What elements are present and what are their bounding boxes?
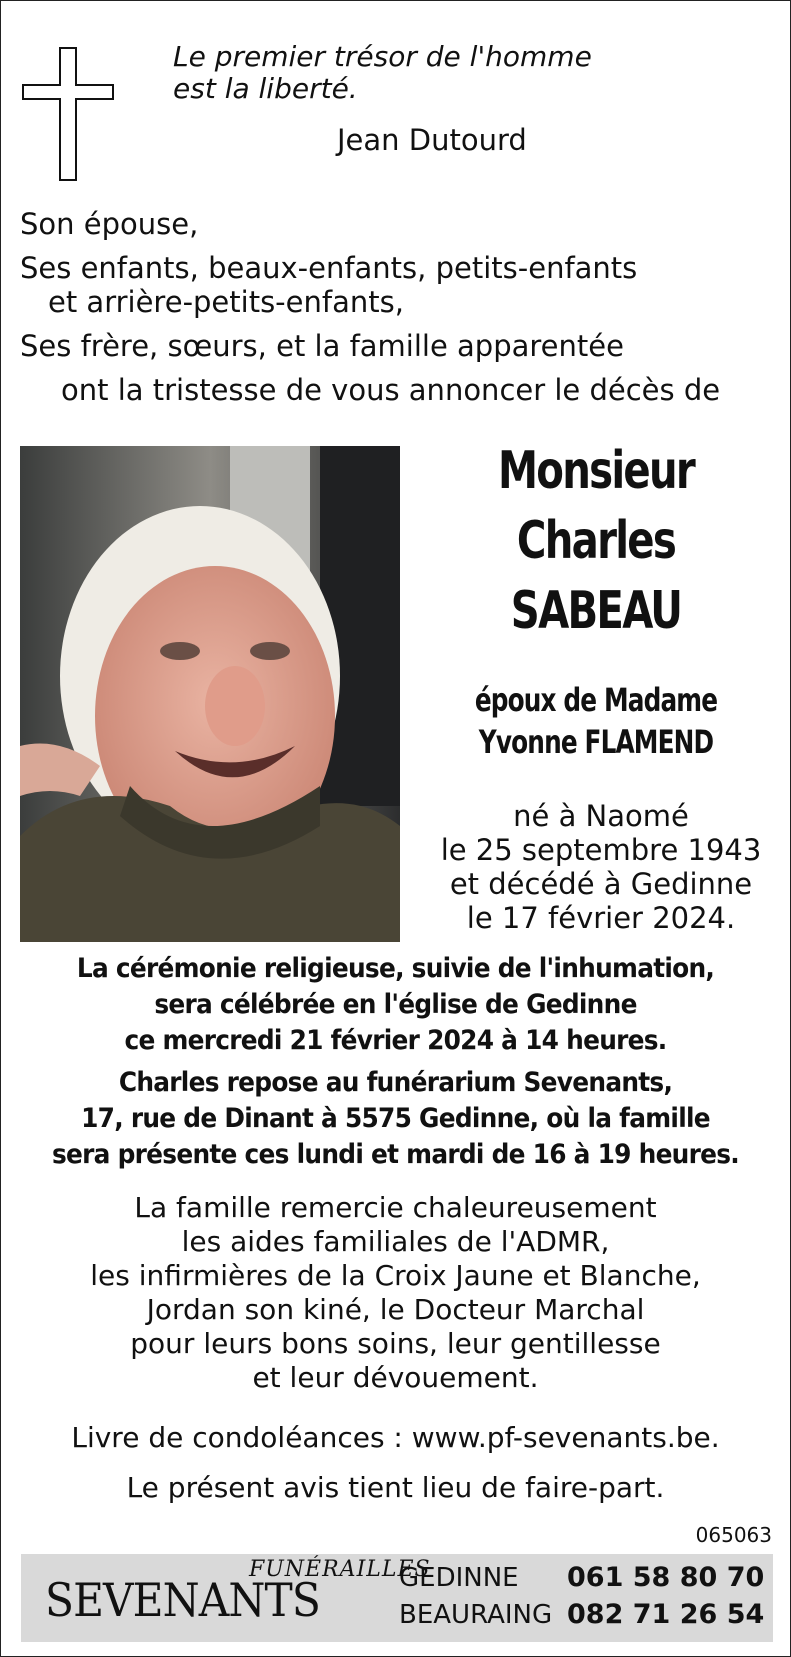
ceremony-line: sera célébrée en l'église de Gedinne <box>154 989 637 1020</box>
deceased-first-name: Charles <box>516 511 676 571</box>
logo-name: SEVENANTS <box>45 1573 320 1627</box>
quote <box>173 41 693 105</box>
thanks-line: pour leurs bons soins, leur gentillesse <box>130 1327 661 1360</box>
notice-statement: Le présent avis tient lieu de faire-part. <box>126 1471 665 1504</box>
location-city: BEAURAING <box>399 1600 553 1630</box>
location-city: GEDINNE <box>399 1563 519 1593</box>
quote-line-1: Le premier trésor de l'homme <box>173 40 592 73</box>
death-place: et décédé à Gedinne <box>449 867 753 901</box>
portrait-photo <box>20 446 400 942</box>
birth-date: le 25 septembre 1943 <box>440 833 762 867</box>
thanks-line: et leur dévouement. <box>252 1361 539 1394</box>
deceased-last-name: SABEAU <box>510 581 682 641</box>
family-line: et arrière-petits-enfants, <box>48 285 404 319</box>
logo-subtitle: FUNÉRAILLES <box>249 1557 431 1582</box>
visitation-line: Charles repose au funérarium Sevenants, <box>118 1067 673 1098</box>
quote-author: Jean Dutourd <box>337 123 527 157</box>
cross-icon <box>22 47 114 181</box>
visitation-line: sera présente ces lundi et mardi de 16 à 19 heures. <box>51 1139 740 1170</box>
spouse-line-1: époux de Madame <box>474 681 718 719</box>
reference-number: 065063 <box>695 1523 772 1547</box>
thanks-line: les aides familiales de l'ADMR, <box>181 1225 610 1258</box>
thanks-line: La famille remercie chaleureusement <box>134 1191 657 1224</box>
condolences-link[interactable]: Livre de condoléances : www.pf-sevenants.be. <box>71 1421 720 1454</box>
birth-place: né à Naomé <box>513 799 689 833</box>
family-line: Ses enfants, beaux-enfants, petits-enfants <box>20 251 638 285</box>
family-line: Son épouse, <box>20 207 199 241</box>
spouse-line-2: Yvonne FLAMEND <box>478 723 714 761</box>
ceremony-line: ce mercredi 21 février 2024 à 14 heures. <box>124 1025 667 1056</box>
family-line: ont la tristesse de vous annoncer le décès de <box>61 373 721 407</box>
thanks-line: les infirmières de la Croix Jaune et Blanche, <box>90 1259 701 1292</box>
deceased-title: Monsieur <box>497 441 695 501</box>
visitation-line: 17, rue de Dinant à 5575 Gedinne, où la famille <box>81 1103 710 1134</box>
location-phone[interactable]: 082 71 26 54 <box>567 1599 765 1630</box>
ceremony-line: La cérémonie religieuse, suivie de l'inhumation, <box>76 953 715 984</box>
location-phone[interactable]: 061 58 80 70 <box>567 1562 765 1593</box>
death-date: le 17 février 2024. <box>466 901 736 935</box>
quote-line-2: est la liberté. <box>173 72 358 105</box>
family-line: Ses frère, sœurs, et la famille apparentée <box>20 329 624 363</box>
thanks-line: Jordan son kiné, le Docteur Marchal <box>146 1293 645 1326</box>
